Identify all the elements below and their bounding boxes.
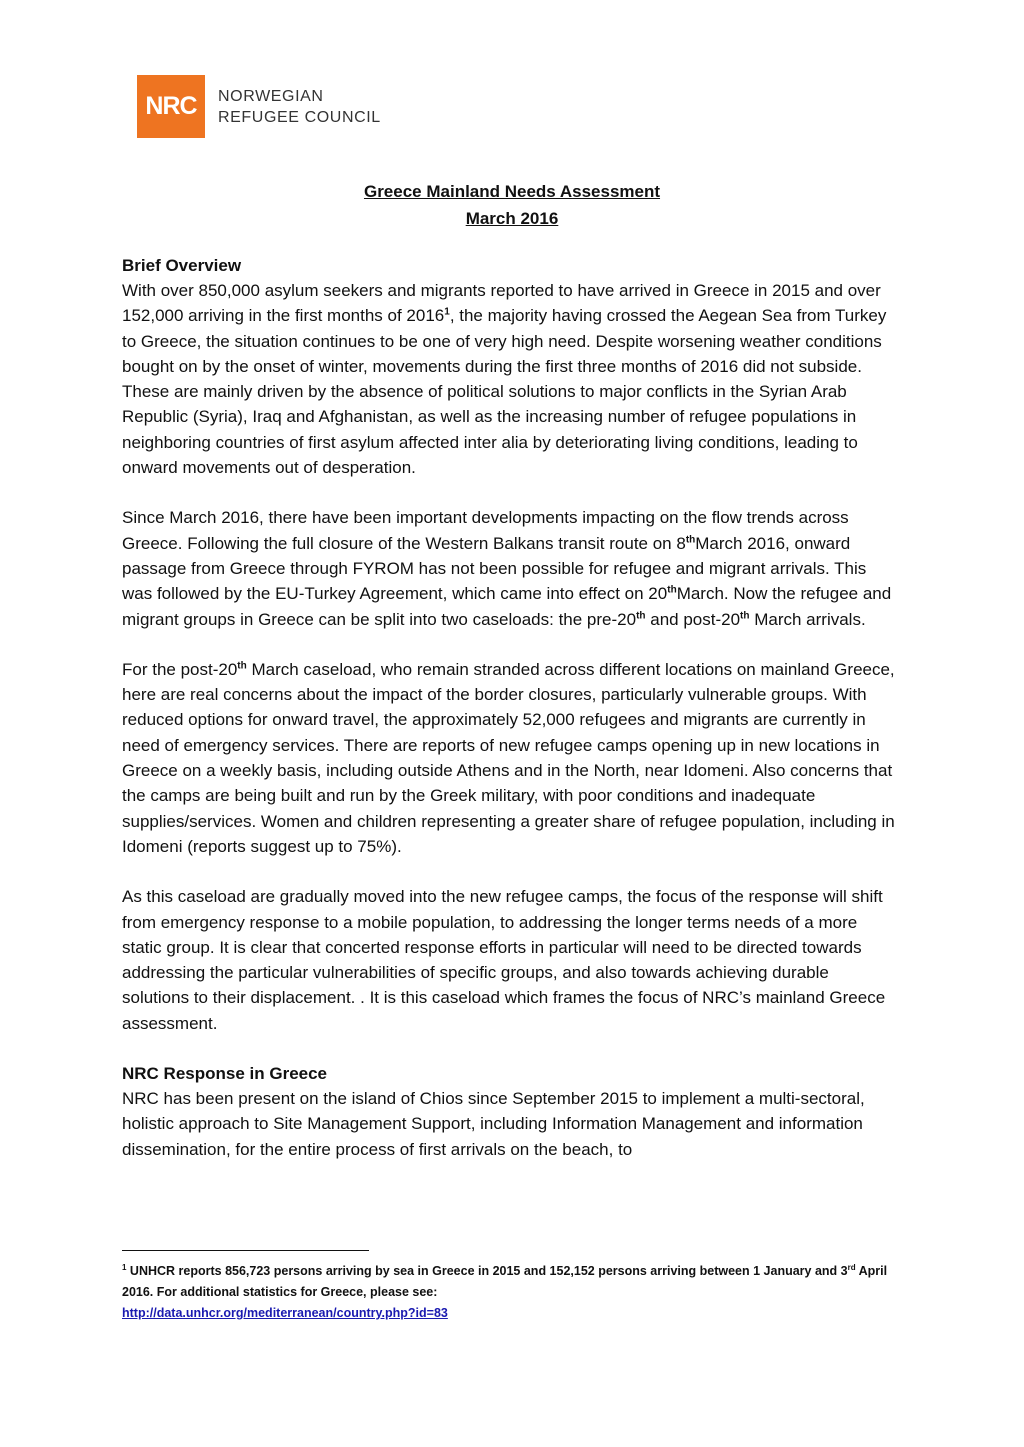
document-date: March 2016 — [465, 209, 559, 228]
footnote: $^1$ UNHCR reports 856,723 persons arriving by sea in Greece in 2015 and 152,152 persons arriving between 1 January and 3rd April 2016. For additional statistics for Greece, please see: http://data.unhcr.org/mediterranean/country.php?id=83 — [122, 1261, 892, 1324]
nrc-logo-text — [218, 86, 381, 128]
logo-line-1: NORWEGIAN — [218, 87, 324, 105]
section-heading-overview: Brief Overview — [122, 256, 242, 275]
overview-paragraph-3: For the post-20th March caseload, who remain stranded across different locations on mainland Greece, here are real concerns about the impact of the border closures, particularly vulnerable groups. With reduced options for onward travel, the approximately 52,000 refugees and migrants are currently in need of emergency services. There are reports of new refugee camps opening up in new locations in Greece on a weekly basis, including outside Athens and in the North, near Idomeni. Also concerns that the camps are being built and run by the Greek military, with poor conditions and inadequate supplies/services. Women and children representing a greater share of refugee population, including in Idomeni (reports suggest up to 75%). — [122, 659, 895, 856]
footnote-marker: 1 — [122, 1262, 127, 1272]
footnote-ref[interactable]: 1 — [444, 306, 450, 318]
document-title-block — [0, 178, 1024, 232]
response-paragraph-1: NRC has been present on the island of Chios since September 2015 to implement a multi-sectoral, holistic approach to Site Management Support, including Information Management and information dissemination, for the entire process of first arrivals on the beach, to — [122, 1089, 865, 1159]
section-heading-response: NRC Response in Greece — [122, 1064, 328, 1084]
overview-paragraph-2: Since March 2016, there have been important developments impacting on the flow trends across Greece. Following the full closure of the Western Balkans transit route on 8thMarch 2016, onward passage from Greece through FYROM has not been possible for refugee and migrant arrivals. This was followed by the EU-Turkey Agreement, which came into effect on 20thMarch. Now the refugee and migrant groups in Greece can be split into two caseloads: the pre-20th and post-20th March arrivals. — [122, 508, 892, 629]
overview-paragraph-1: With over 850,000 asylum seekers and migrants reported to have arrived in Greece in 2015 and over 152,000 arriving in the first months of 2016$^1$, the majority having crossed the Aegean Sea from Turkey to Greece, the situation continues to be one of very high need. Despite worsening weather conditions bought on by the onset of winter, movements during the first three months of 2016 did not subside. These are mainly driven by the absence of political solutions to major conflicts in the Syrian Arab Republic (Syria), Iraq and Afghanistan, as well as the increasing number of refugee populations in neighboring countries of first asylum affected inter alia by deteriorating living conditions, leading to onward movements out of desperation. — [122, 281, 887, 478]
nrc-logo — [137, 75, 381, 138]
logo-line-2: REFUGEE COUNCIL — [218, 108, 381, 126]
footnote-separator — [122, 1250, 369, 1251]
footnote-link[interactable]: http://data.unhcr.org/mediterranean/country.php?id=83 — [122, 1306, 448, 1320]
document-title: Greece Mainland Needs Assessment — [363, 182, 661, 201]
document-body — [122, 253, 900, 1162]
overview-paragraph-4: As this caseload are gradually moved into the new refugee camps, the focus of the response will shift from emergency response to a mobile population, to addressing the longer terms needs of a more static group. It is clear that concerted response efforts in particular will need to be directed towards addressing the particular vulnerabilities of specific groups, and also towards achieving durable solutions to their displacement. . It is this caseload which frames the focus of NRC’s mainland Greece assessment. — [122, 887, 886, 1033]
nrc-logo-mark: NRC — [137, 75, 205, 138]
